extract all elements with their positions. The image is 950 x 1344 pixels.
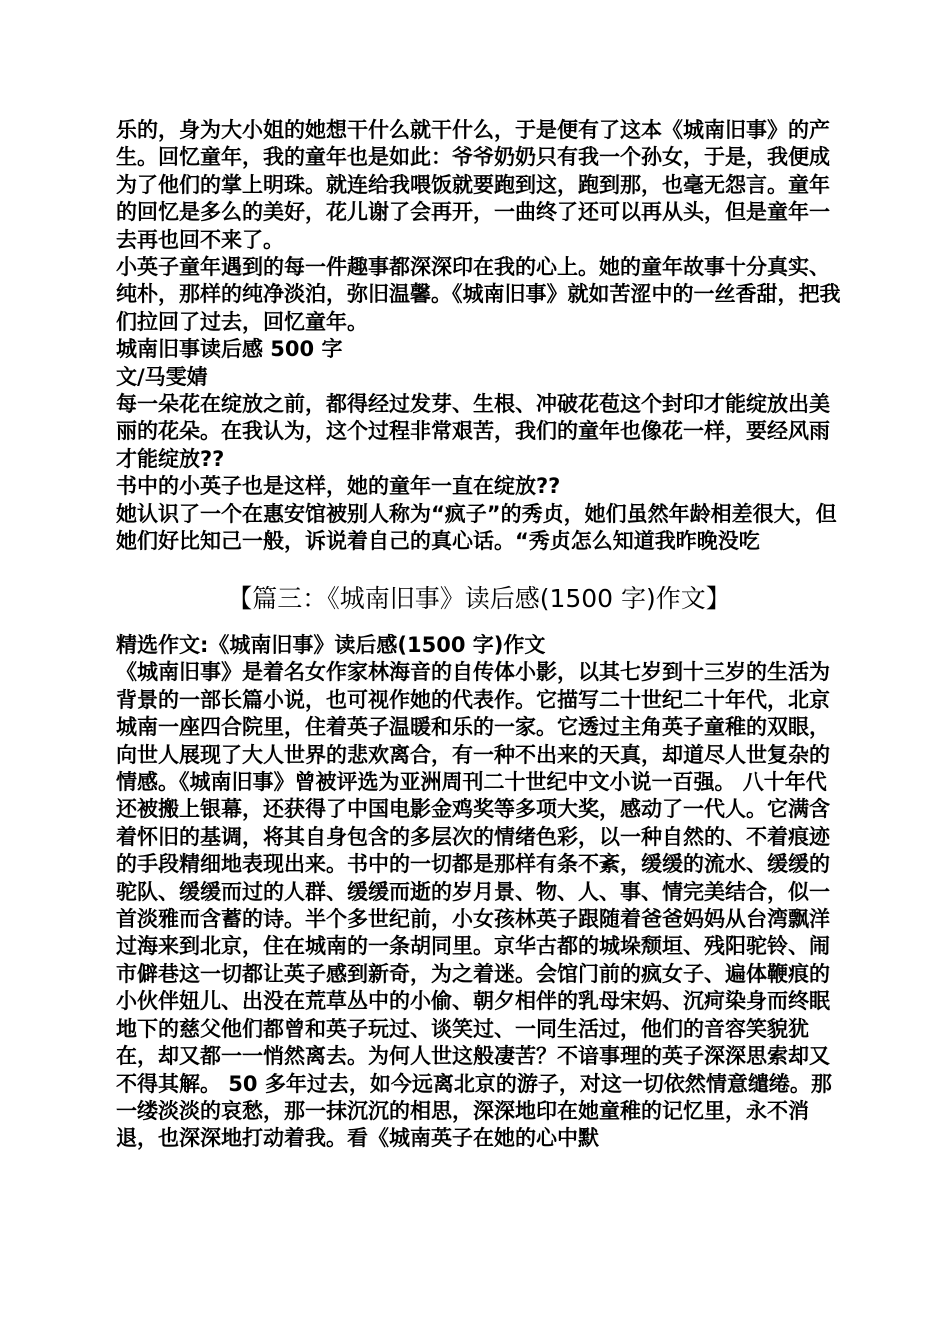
paragraph: 书中的小英子也是这样，她的童年一直在绽放?? [116, 474, 561, 499]
paragraph: 乐的，身为大小姐的她想干什么就干什么，于是便有了这本《城南旧事》的产生。回忆童年，我的童年也是如此：爷爷奶奶只有我一个孙女，于是，我便成为了他们的掌上明珠。就连给我喂饭就要跑到这，跑到那，也毫无怨言。童年的回忆是多么的美好，花儿谢了会再开，一曲终了还可以再从头，但是童年一去再也回不来了。 [116, 118, 830, 252]
paragraph: 小英子童年遇到的每一件趣事都深深印在我的心上。她的童年故事十分真实、纯朴，那样的纯净淡泊，弥旧温馨。《城南旧事》就如苦涩中的一丝香甜，把我们拉回了过去，回忆童年。 [116, 255, 841, 334]
paragraph: 《城南旧事》是着名女作家林海音的自传体小影，以其七岁到十三岁的生活为背景的一部长篇小说，也可视作她的代表作。它描写二十世纪二十年代，北京城南一座四合院里，住着英子温暖和乐的一家。它透过主角英子童稚的双眼，向世人展现了大人世界的悲欢离合，有一种不出来的天真，却道尽人世复杂的情感。《城南旧事》曾被评选为亚洲周刊二十世纪中文小说一百强。 八十年代还被搬上银幕，还获得了中国电影金鸡奖等多项大奖，感动了一代人。它满含着怀旧的基调，将其自身包含的多层次的情绪色彩，以一种自然的、不着痕迹的手段精细地表现出来。书中的一切都是那样有条不紊，缓缓的流水、缓缓的驼队、缓缓而过的人群、缓缓而逝的岁月景、物、人、事、情完美结合，似一首淡雅而含蓄的诗。半个多世纪前，小女孩林英子跟随着爸爸妈妈从台湾飘洋过海来到北京，住在城南的一条胡同里。京华古都的城垛颓垣、残阳驼铃、闹市僻巷这一切都让英子感到新奇，为之着迷。会馆门前的疯女子、遍体鞭痕的小伙伴妞儿、出没在荒草丛中的小偷、朝夕相伴的乳母宋妈、沉疴染身而终眠地下的慈父他们都曾和英子玩过、谈笑过、一同生活过，他们的音容笑貌犹在，却又都一一悄然离去。为何人世这般凄苦？不谙事理的英子深深思索却又不得其解。 50 多年过去，如今远离北京的游子，对这一切依然情意缱绻。那一缕淡淡的哀愁，那一抹沉沉的相思，深深地印在她童稚的记忆里，永不消退，也深深地打动着我。看《城南英子在她的心中默 [116, 660, 832, 1151]
paragraph: 她认识了一个在惠安馆被别人称为“疯子”的秀贞，她们虽然年龄相差很大，但她们好比知己一般，诉说着自己的真心话。“秀贞怎么知道我昨晚没吃 [116, 501, 837, 554]
essay-title: 精选作文:《城南旧事》读后感(1500 字)作文 [116, 633, 546, 657]
author-line: 文/马雯婧 [116, 364, 208, 389]
article-title: 城南旧事读后感 500 字 [116, 337, 343, 362]
bottom-text-block [116, 632, 842, 1153]
paragraph: 每一朵花在绽放之前，都得经过发芽、生根、冲破花苞这个封印才能绽放出美丽的花朵。在我认为，这个过程非常艰苦，我们的童年也像花一样，要经风雨才能绽放?? [116, 392, 830, 471]
section-heading: 【篇三：《城南旧事》读后感(1500 字)作文】 [227, 584, 731, 613]
top-text-block [116, 117, 842, 556]
